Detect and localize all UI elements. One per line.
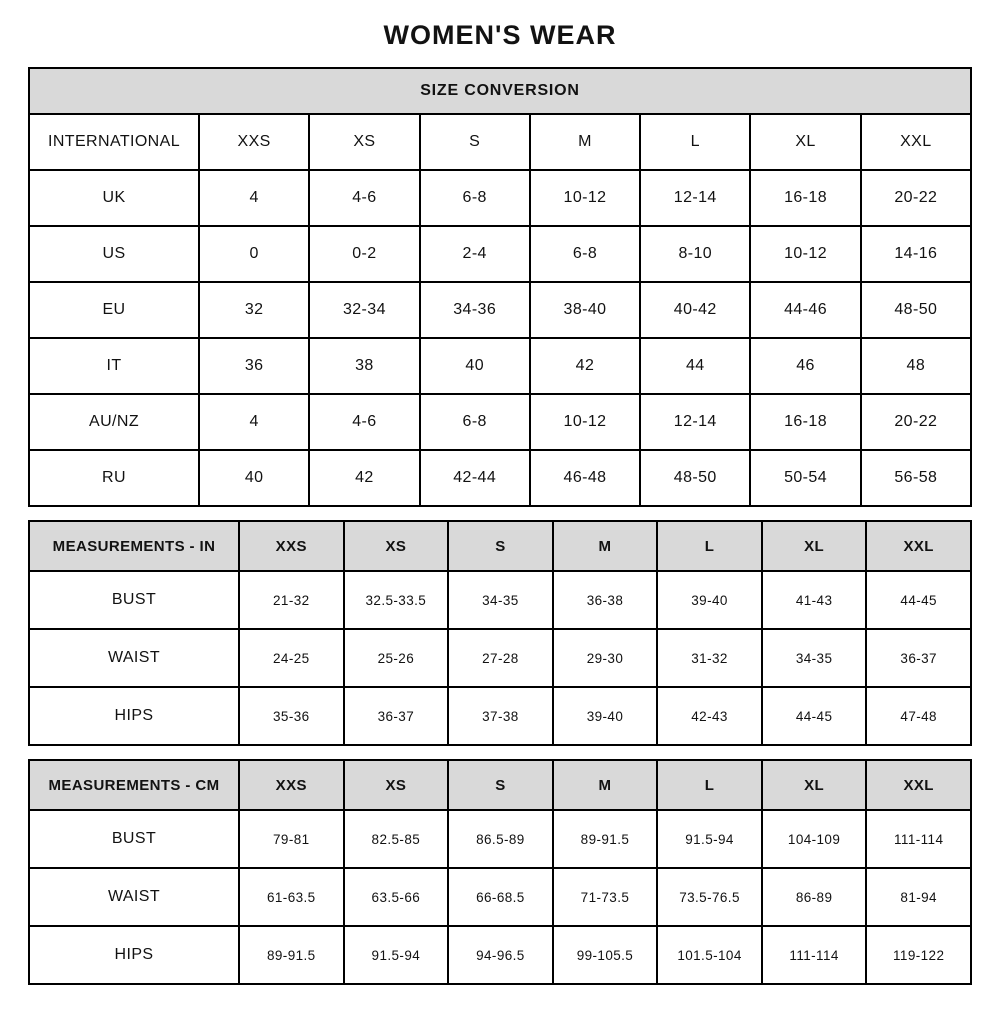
value-cell: 12-14: [640, 394, 750, 450]
value-cell: 44-46: [750, 282, 860, 338]
value-cell: 20-22: [861, 394, 971, 450]
value-cell: 36: [199, 338, 309, 394]
value-cell: 25-26: [344, 629, 449, 687]
value-cell: 44-45: [762, 687, 867, 745]
size-column-header: XXS: [239, 760, 344, 810]
value-cell: 16-18: [750, 170, 860, 226]
size-column-header: XXL: [866, 521, 971, 571]
table-row: [29, 687, 971, 745]
value-cell: 48-50: [640, 450, 750, 506]
value-cell: 27-28: [448, 629, 553, 687]
value-cell: 46: [750, 338, 860, 394]
value-cell: 32: [199, 282, 309, 338]
table-row: [29, 629, 971, 687]
value-cell: 81-94: [866, 868, 971, 926]
value-cell: 86-89: [762, 868, 867, 926]
value-cell: 40: [420, 338, 530, 394]
measurements-in-body: [29, 521, 971, 745]
value-cell: 38-40: [530, 282, 640, 338]
header-row: [29, 760, 971, 810]
header-row: [29, 521, 971, 571]
value-cell: 40-42: [640, 282, 750, 338]
value-cell: 89-91.5: [239, 926, 344, 984]
row-label-cell: UK: [29, 170, 199, 226]
value-cell: 41-43: [762, 571, 867, 629]
value-cell: 2-4: [420, 226, 530, 282]
row-label-cell: US: [29, 226, 199, 282]
value-cell: 82.5-85: [344, 810, 449, 868]
value-cell: 34-35: [762, 629, 867, 687]
value-cell: 79-81: [239, 810, 344, 868]
value-cell: 111-114: [762, 926, 867, 984]
size-column-header: XXL: [861, 114, 971, 170]
value-cell: 119-122: [866, 926, 971, 984]
table-row: [29, 450, 971, 506]
size-column-header: S: [448, 521, 553, 571]
size-column-header: XL: [762, 521, 867, 571]
value-cell: 50-54: [750, 450, 860, 506]
row-header-cell: MEASUREMENTS - IN: [29, 521, 239, 571]
size-column-header: XS: [309, 114, 419, 170]
measurements-cm-body: [29, 760, 971, 984]
measurements-cm-table: [28, 759, 972, 985]
value-cell: 16-18: [750, 394, 860, 450]
value-cell: 94-96.5: [448, 926, 553, 984]
table-row: [29, 394, 971, 450]
size-column-header: XS: [344, 760, 449, 810]
size-column-header: XL: [762, 760, 867, 810]
header-row: [29, 114, 971, 170]
value-cell: 46-48: [530, 450, 640, 506]
size-column-header: XS: [344, 521, 449, 571]
row-header-cell: INTERNATIONAL: [29, 114, 199, 170]
value-cell: 24-25: [239, 629, 344, 687]
value-cell: 56-58: [861, 450, 971, 506]
page-title: WOMEN'S WEAR: [383, 20, 617, 50]
value-cell: 32.5-33.5: [344, 571, 449, 629]
value-cell: 29-30: [553, 629, 658, 687]
value-cell: 101.5-104: [657, 926, 762, 984]
size-column-header: L: [657, 521, 762, 571]
size-column-header: XL: [750, 114, 860, 170]
size-column-header: XXL: [866, 760, 971, 810]
value-cell: 36-37: [866, 629, 971, 687]
row-label-cell: EU: [29, 282, 199, 338]
value-cell: 0: [199, 226, 309, 282]
value-cell: 39-40: [553, 687, 658, 745]
row-label-cell: BUST: [29, 571, 239, 629]
value-cell: 6-8: [420, 394, 530, 450]
value-cell: 10-12: [750, 226, 860, 282]
value-cell: 61-63.5: [239, 868, 344, 926]
value-cell: 42-43: [657, 687, 762, 745]
value-cell: 44-45: [866, 571, 971, 629]
value-cell: 35-36: [239, 687, 344, 745]
value-cell: 21-32: [239, 571, 344, 629]
value-cell: 42: [309, 450, 419, 506]
size-column-header: M: [530, 114, 640, 170]
value-cell: 42: [530, 338, 640, 394]
value-cell: 6-8: [420, 170, 530, 226]
size-column-header: XXS: [239, 521, 344, 571]
value-cell: 34-36: [420, 282, 530, 338]
row-label-cell: AU/NZ: [29, 394, 199, 450]
value-cell: 104-109: [762, 810, 867, 868]
value-cell: 91.5-94: [657, 810, 762, 868]
value-cell: 40: [199, 450, 309, 506]
value-cell: 12-14: [640, 170, 750, 226]
size-column-header: S: [448, 760, 553, 810]
value-cell: 66-68.5: [448, 868, 553, 926]
row-label-cell: BUST: [29, 810, 239, 868]
table-title: SIZE CONVERSION: [29, 68, 971, 114]
table-row: [29, 226, 971, 282]
value-cell: 89-91.5: [553, 810, 658, 868]
value-cell: 10-12: [530, 394, 640, 450]
table-row: [29, 282, 971, 338]
value-cell: 42-44: [420, 450, 530, 506]
value-cell: 4: [199, 394, 309, 450]
value-cell: 6-8: [530, 226, 640, 282]
value-cell: 71-73.5: [553, 868, 658, 926]
value-cell: 86.5-89: [448, 810, 553, 868]
table-row: [29, 868, 971, 926]
table-row: [29, 170, 971, 226]
value-cell: 4-6: [309, 170, 419, 226]
value-cell: 0-2: [309, 226, 419, 282]
size-column-header: XXS: [199, 114, 309, 170]
value-cell: 4-6: [309, 394, 419, 450]
value-cell: 99-105.5: [553, 926, 658, 984]
value-cell: 32-34: [309, 282, 419, 338]
value-cell: 36-37: [344, 687, 449, 745]
size-column-header: S: [420, 114, 530, 170]
value-cell: 48: [861, 338, 971, 394]
value-cell: 44: [640, 338, 750, 394]
size-column-header: L: [640, 114, 750, 170]
value-cell: 111-114: [866, 810, 971, 868]
value-cell: 14-16: [861, 226, 971, 282]
value-cell: 4: [199, 170, 309, 226]
table-row: [29, 571, 971, 629]
measurements-in-table: [28, 520, 972, 746]
value-cell: 73.5-76.5: [657, 868, 762, 926]
value-cell: 39-40: [657, 571, 762, 629]
table-row: [29, 810, 971, 868]
row-label-cell: WAIST: [29, 629, 239, 687]
size-column-header: L: [657, 760, 762, 810]
value-cell: 91.5-94: [344, 926, 449, 984]
row-label-cell: WAIST: [29, 868, 239, 926]
value-cell: 63.5-66: [344, 868, 449, 926]
row-label-cell: IT: [29, 338, 199, 394]
row-label-cell: HIPS: [29, 687, 239, 745]
table-row: [29, 926, 971, 984]
size-conversion-body: [29, 68, 971, 506]
size-column-header: M: [553, 521, 658, 571]
value-cell: 38: [309, 338, 419, 394]
value-cell: 10-12: [530, 170, 640, 226]
value-cell: 20-22: [861, 170, 971, 226]
value-cell: 31-32: [657, 629, 762, 687]
value-cell: 34-35: [448, 571, 553, 629]
value-cell: 8-10: [640, 226, 750, 282]
value-cell: 48-50: [861, 282, 971, 338]
row-label-cell: HIPS: [29, 926, 239, 984]
value-cell: 47-48: [866, 687, 971, 745]
size-conversion-table: [28, 67, 972, 507]
table-row: [29, 338, 971, 394]
value-cell: 36-38: [553, 571, 658, 629]
value-cell: 37-38: [448, 687, 553, 745]
size-column-header: M: [553, 760, 658, 810]
row-header-cell: MEASUREMENTS - CM: [29, 760, 239, 810]
table-title-row: [29, 68, 971, 114]
row-label-cell: RU: [29, 450, 199, 506]
